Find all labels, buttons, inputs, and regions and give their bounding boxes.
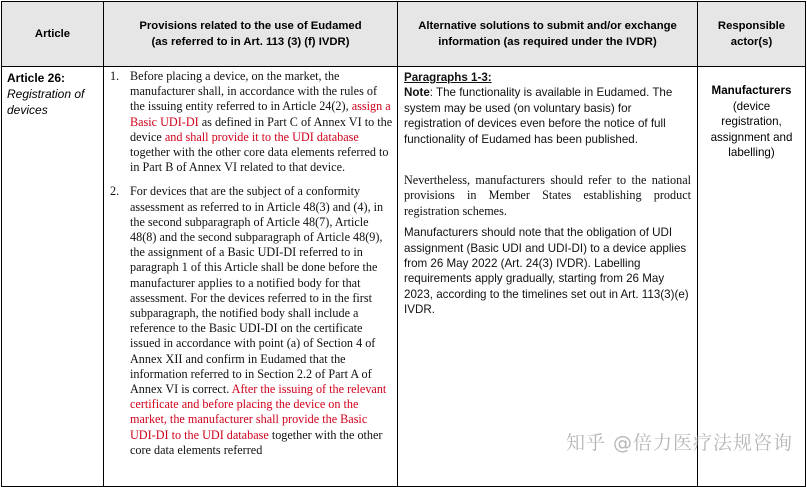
header-article: Article bbox=[2, 2, 104, 67]
table-row bbox=[2, 67, 806, 487]
responsible-cell bbox=[698, 67, 806, 487]
watermark: 知乎 @倍力医疗法规咨询 bbox=[565, 432, 793, 454]
provision-text: For devices that are the subject of a conformity assessment as referred to in Article 48(3) and (4), in the second subparagraph of Article 48(7), Article 48(8) and the second subparagraph of Article 48(9), the assignment of a Basic UDI-DI referred to in paragraph 1 of this Article shall be done before the manufacturer applies to a notified body for that assessment. For the devices referred to in the first subparagraph, the notified body shall include a reference to the Basic UDI-DI on the certificate issued in accordance with point (a) of Section 4 of Annex XII and confirm in Eudamed that the information referred to in Section 2.2 of Part A of Annex VI is correct. After the issuing of the relevant certificate and before placing the device on the market, the manufacturer shall provide the Basic UDI-DI to the UDI database together with the other core data elements referred bbox=[130, 184, 387, 457]
provision-item bbox=[110, 69, 393, 175]
article-title: Article 26: bbox=[7, 71, 66, 85]
responsible-detail: (device registration, assignment and labelling) bbox=[710, 99, 793, 160]
responsible-actor: Manufacturers bbox=[711, 84, 792, 97]
note-paragraph: Note: The functionality is available in Eudamed. The system may be used (on voluntary basis) for registration of devices even before the notice of full functionality of Eudamed has been published. bbox=[404, 86, 673, 146]
header-alternative-solutions: Alternative solutions to submit and/or exchange information (as required under the IVDR) bbox=[398, 2, 698, 67]
alternative-solutions-cell bbox=[398, 67, 698, 487]
eudamed-provisions-table bbox=[1, 1, 806, 487]
article-cell bbox=[2, 67, 104, 487]
provision-text: Before placing a device, on the market, the manufacturer shall, in accordance with the rules of the issuing entity referred to in Article 24(2), assign a Basic UDI-DI as defined in Part C of Annex VI to the device and shall provide it to the UDI database together with the other core data elements referred to in Part B of Annex VI related to that device. bbox=[130, 69, 393, 175]
article-subtitle: Registration of devices bbox=[7, 87, 85, 117]
table-header-row bbox=[2, 2, 806, 67]
provision-number: 1. bbox=[110, 69, 120, 83]
paragraph-heading: Paragraphs 1-3: bbox=[404, 71, 492, 84]
highlighted-text: After the issuing of the relevant certificate and before placing the device on the market, the manufacturer shall provide the Basic UDI-DI to the UDI database bbox=[130, 382, 387, 442]
highlighted-text: assign a Basic UDI-DI bbox=[130, 99, 391, 129]
provision-number: 2. bbox=[110, 184, 120, 199]
provision-item bbox=[110, 184, 393, 458]
provisions-cell bbox=[104, 67, 398, 487]
header-responsible-actors: Responsible actor(s) bbox=[698, 2, 806, 67]
header-provisions: Provisions related to the use of Eudamed (as referred to in Art. 113 (3) (f) IVDR) bbox=[104, 2, 398, 67]
highlighted-text: and shall provide it to the UDI database bbox=[164, 129, 359, 144]
obligation-paragraph: Manufacturers should note that the obligation of UDI assignment (Basic UDI and UDI-DI) to a device applies from 26 May 2022 (Art. 24(3) IVDR). Labelling requirements apply gradually, starting from 26 May 2023, according to the timelines set out in Art. 113(3)(e) IVDR. bbox=[404, 226, 689, 317]
nevertheless-paragraph: Nevertheless, manufacturers should refer to the national provisions in Member States establishing product registration schemes. bbox=[404, 173, 691, 218]
